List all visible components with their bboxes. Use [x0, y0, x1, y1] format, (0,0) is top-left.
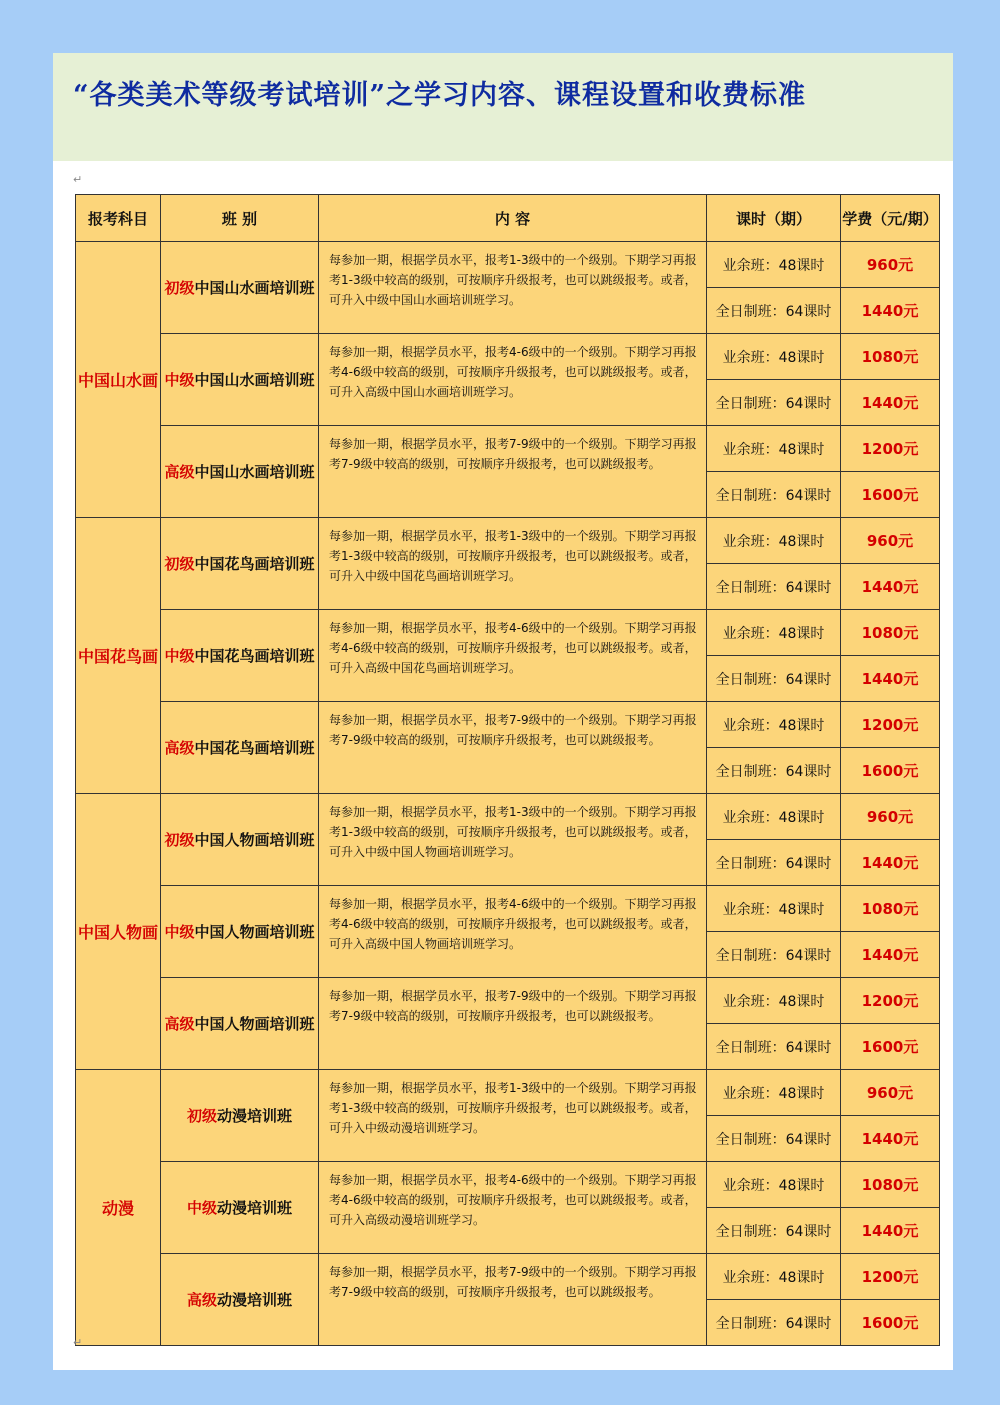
content-cell: 每参加一期，根据学员水平，报考7-9级中的一个级别。下期学习再报考7-9级中较高的级别，可按顺序升级报考，也可以跳级报考。	[319, 1254, 707, 1346]
header-class: 班 别	[161, 195, 319, 242]
full-time-hours: 全日制班：64课时	[707, 288, 841, 334]
subject-cell: 中国人物画	[76, 794, 161, 1070]
full-time-hours: 全日制班：64课时	[707, 656, 841, 702]
class-level: 高级	[186, 1291, 217, 1309]
part-time-fee: 1200元	[841, 978, 940, 1024]
class-cell	[161, 978, 319, 1070]
paragraph-mark-icon: ↵	[73, 1336, 83, 1349]
part-time-hours: 业余班：48课时	[707, 702, 841, 748]
part-time-hours: 业余班：48课时	[707, 1070, 841, 1116]
part-time-fee: 1080元	[841, 610, 940, 656]
full-time-fee: 1440元	[841, 564, 940, 610]
class-name: 中国山水画培训班	[194, 463, 315, 481]
class-name: 中国山水画培训班	[194, 371, 315, 389]
table-row	[76, 1162, 940, 1208]
part-time-fee: 1200元	[841, 426, 940, 472]
table-row	[76, 426, 940, 472]
class-cell	[161, 518, 319, 610]
full-time-fee: 1600元	[841, 1300, 940, 1346]
full-time-hours: 全日制班：64课时	[707, 840, 841, 886]
table-row	[76, 978, 940, 1024]
full-time-hours: 全日制班：64课时	[707, 748, 841, 794]
subject-cell: 中国花鸟画	[76, 518, 161, 794]
part-time-hours: 业余班：48课时	[707, 426, 841, 472]
part-time-fee: 1200元	[841, 702, 940, 748]
content-cell: 每参加一期，根据学员水平，报考4-6级中的一个级别。下期学习再报考4-6级中较高的级别，可按顺序升级报考，也可以跳级报考。或者，可升入高级中国人物画培训班学习。	[319, 886, 707, 978]
class-cell	[161, 1162, 319, 1254]
class-level: 中级	[186, 1199, 217, 1217]
class-name: 中国人物画培训班	[194, 831, 315, 849]
header-fee: 学费（元/期）	[841, 195, 940, 242]
full-time-fee: 1440元	[841, 380, 940, 426]
class-name: 动漫培训班	[217, 1199, 293, 1217]
class-name: 中国人物画培训班	[194, 923, 315, 941]
table-row	[76, 1254, 940, 1300]
content-cell: 每参加一期，根据学员水平，报考4-6级中的一个级别。下期学习再报考4-6级中较高的级别，可按顺序升级报考，也可以跳级报考。或者，可升入高级中国花鸟画培训班学习。	[319, 610, 707, 702]
part-time-hours: 业余班：48课时	[707, 610, 841, 656]
title-band	[53, 53, 953, 161]
full-time-fee: 1600元	[841, 1024, 940, 1070]
class-cell	[161, 794, 319, 886]
table-row	[76, 242, 940, 288]
class-level: 高级	[164, 1015, 195, 1033]
class-name: 动漫培训班	[217, 1107, 293, 1125]
class-level: 初级	[186, 1107, 217, 1125]
table-row	[76, 702, 940, 748]
content-cell: 每参加一期，根据学员水平，报考1-3级中的一个级别。下期学习再报考1-3级中较高的级别，可按顺序升级报考，也可以跳级报考。或者，可升入中级中国花鸟画培训班学习。	[319, 518, 707, 610]
full-time-fee: 1440元	[841, 656, 940, 702]
full-time-fee: 1600元	[841, 748, 940, 794]
full-time-fee: 1440元	[841, 1116, 940, 1162]
part-time-fee: 1080元	[841, 886, 940, 932]
content-cell: 每参加一期，根据学员水平，报考1-3级中的一个级别。下期学习再报考1-3级中较高的级别，可按顺序升级报考，也可以跳级报考。或者，可升入中级中国山水画培训班学习。	[319, 242, 707, 334]
part-time-fee: 960元	[841, 1070, 940, 1116]
class-name: 中国山水画培训班	[194, 279, 315, 297]
full-time-fee: 1600元	[841, 472, 940, 518]
subject-cell: 中国山水画	[76, 242, 161, 518]
class-cell	[161, 1070, 319, 1162]
content-cell: 每参加一期，根据学员水平，报考1-3级中的一个级别。下期学习再报考1-3级中较高的级别，可按顺序升级报考，也可以跳级报考。或者，可升入中级动漫培训班学习。	[319, 1070, 707, 1162]
class-name: 中国人物画培训班	[194, 1015, 315, 1033]
class-cell	[161, 426, 319, 518]
content-cell: 每参加一期，根据学员水平，报考1-3级中的一个级别。下期学习再报考1-3级中较高的级别，可按顺序升级报考，也可以跳级报考。或者，可升入中级中国人物画培训班学习。	[319, 794, 707, 886]
part-time-hours: 业余班：48课时	[707, 1254, 841, 1300]
full-time-fee: 1440元	[841, 840, 940, 886]
content-cell: 每参加一期，根据学员水平，报考7-9级中的一个级别。下期学习再报考7-9级中较高的级别，可按顺序升级报考，也可以跳级报考。	[319, 978, 707, 1070]
part-time-hours: 业余班：48课时	[707, 978, 841, 1024]
class-cell	[161, 334, 319, 426]
full-time-hours: 全日制班：64课时	[707, 1208, 841, 1254]
subject-cell: 动漫	[76, 1070, 161, 1346]
class-level: 初级	[164, 555, 195, 573]
table-row	[76, 610, 940, 656]
part-time-fee: 1080元	[841, 1162, 940, 1208]
part-time-hours: 业余班：48课时	[707, 518, 841, 564]
header-content: 内 容	[319, 195, 707, 242]
part-time-fee: 1080元	[841, 334, 940, 380]
class-level: 中级	[164, 923, 195, 941]
table-row	[76, 1070, 940, 1116]
table-row	[76, 794, 940, 840]
table-header-row	[76, 195, 940, 242]
class-cell	[161, 242, 319, 334]
full-time-hours: 全日制班：64课时	[707, 564, 841, 610]
class-level: 高级	[164, 463, 195, 481]
part-time-hours: 业余班：48课时	[707, 886, 841, 932]
content-cell: 每参加一期，根据学员水平，报考7-9级中的一个级别。下期学习再报考7-9级中较高的级别，可按顺序升级报考，也可以跳级报考。	[319, 426, 707, 518]
document-page	[53, 53, 953, 1370]
table-row	[76, 518, 940, 564]
class-cell	[161, 610, 319, 702]
full-time-fee: 1440元	[841, 288, 940, 334]
full-time-fee: 1440元	[841, 932, 940, 978]
class-level: 中级	[164, 647, 195, 665]
content-cell: 每参加一期，根据学员水平，报考4-6级中的一个级别。下期学习再报考4-6级中较高的级别，可按顺序升级报考，也可以跳级报考。或者，可升入高级动漫培训班学习。	[319, 1162, 707, 1254]
class-cell	[161, 702, 319, 794]
class-level: 初级	[164, 279, 195, 297]
table-row	[76, 334, 940, 380]
fee-table	[75, 194, 940, 1346]
part-time-fee: 960元	[841, 794, 940, 840]
class-name: 动漫培训班	[217, 1291, 293, 1309]
class-name: 中国花鸟画培训班	[194, 647, 315, 665]
table-row	[76, 886, 940, 932]
class-cell	[161, 1254, 319, 1346]
full-time-hours: 全日制班：64课时	[707, 932, 841, 978]
part-time-hours: 业余班：48课时	[707, 242, 841, 288]
full-time-hours: 全日制班：64课时	[707, 472, 841, 518]
full-time-fee: 1440元	[841, 1208, 940, 1254]
class-level: 中级	[164, 371, 195, 389]
part-time-hours: 业余班：48课时	[707, 794, 841, 840]
full-time-hours: 全日制班：64课时	[707, 1300, 841, 1346]
paragraph-mark-icon: ↵	[73, 173, 83, 186]
part-time-hours: 业余班：48课时	[707, 334, 841, 380]
full-time-hours: 全日制班：64课时	[707, 1024, 841, 1070]
part-time-fee: 960元	[841, 242, 940, 288]
part-time-fee: 1200元	[841, 1254, 940, 1300]
class-level: 初级	[164, 831, 195, 849]
class-name: 中国花鸟画培训班	[194, 555, 315, 573]
class-cell	[161, 886, 319, 978]
class-name: 中国花鸟画培训班	[194, 739, 315, 757]
header-subject: 报考科目	[76, 195, 161, 242]
class-level: 高级	[164, 739, 195, 757]
page-title: “各类美术等级考试培训”之学习内容、课程设置和收费标准	[73, 80, 807, 111]
part-time-fee: 960元	[841, 518, 940, 564]
header-hours: 课时（期）	[707, 195, 841, 242]
full-time-hours: 全日制班：64课时	[707, 1116, 841, 1162]
content-cell: 每参加一期，根据学员水平，报考7-9级中的一个级别。下期学习再报考7-9级中较高的级别，可按顺序升级报考，也可以跳级报考。	[319, 702, 707, 794]
part-time-hours: 业余班：48课时	[707, 1162, 841, 1208]
full-time-hours: 全日制班：64课时	[707, 380, 841, 426]
content-cell: 每参加一期，根据学员水平，报考4-6级中的一个级别。下期学习再报考4-6级中较高的级别，可按顺序升级报考，也可以跳级报考。或者，可升入高级中国山水画培训班学习。	[319, 334, 707, 426]
